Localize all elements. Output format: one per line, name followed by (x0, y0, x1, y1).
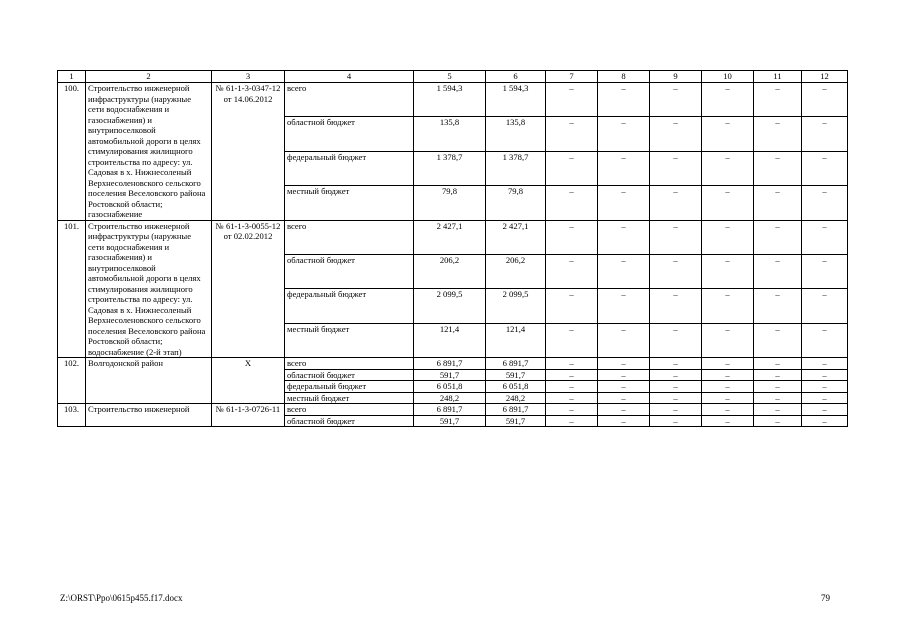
dash-cell: – (802, 151, 848, 185)
dash-cell: – (546, 323, 598, 357)
amount-cell: 591,7 (486, 415, 546, 427)
dash-cell: – (802, 186, 848, 220)
amount-cell: 1 594,3 (414, 83, 486, 117)
amount-cell: 2 099,5 (414, 289, 486, 323)
funding-source: областной бюджет (285, 369, 414, 381)
amount-cell: 6 891,7 (414, 358, 486, 370)
header-cell: 5 (414, 71, 486, 83)
dash-cell: – (598, 381, 650, 393)
dash-cell: – (650, 186, 702, 220)
header-cell: 10 (702, 71, 754, 83)
dash-cell: – (802, 392, 848, 404)
dash-cell: – (598, 220, 650, 254)
funding-source: федеральный бюджет (285, 151, 414, 185)
dash-cell: – (754, 83, 802, 117)
funding-source: областной бюджет (285, 254, 414, 288)
dash-cell: – (802, 358, 848, 370)
dash-cell: – (802, 381, 848, 393)
funding-source: всего (285, 358, 414, 370)
dash-cell: – (754, 186, 802, 220)
dash-cell: – (546, 220, 598, 254)
dash-cell: – (754, 404, 802, 416)
dash-cell: – (598, 117, 650, 151)
dash-cell: – (702, 392, 754, 404)
header-cell: 12 (802, 71, 848, 83)
amount-cell: 121,4 (414, 323, 486, 357)
table-body (58, 71, 848, 427)
dash-cell: – (598, 186, 650, 220)
dash-cell: – (754, 323, 802, 357)
expertise-doc: Х (212, 358, 285, 404)
dash-cell: – (802, 83, 848, 117)
dash-cell: – (702, 323, 754, 357)
dash-cell: – (650, 404, 702, 416)
dash-cell: – (650, 323, 702, 357)
funding-source: федеральный бюджет (285, 289, 414, 323)
dash-cell: – (702, 415, 754, 427)
page-number: 79 (821, 593, 830, 603)
dash-cell: – (802, 369, 848, 381)
dash-cell: – (650, 415, 702, 427)
dash-cell: – (802, 220, 848, 254)
dash-cell: – (702, 381, 754, 393)
header-row (58, 71, 848, 83)
funding-source: областной бюджет (285, 117, 414, 151)
dash-cell: – (598, 392, 650, 404)
dash-cell: – (598, 83, 650, 117)
amount-cell: 591,7 (414, 415, 486, 427)
dash-cell: – (702, 83, 754, 117)
funding-source: местный бюджет (285, 392, 414, 404)
amount-cell: 206,2 (414, 254, 486, 288)
expertise-doc: № 61-1-3-0726-11 (212, 404, 285, 427)
dash-cell: – (802, 323, 848, 357)
header-cell: 9 (650, 71, 702, 83)
dash-cell: – (754, 381, 802, 393)
amount-cell: 2 427,1 (486, 220, 546, 254)
dash-cell: – (650, 369, 702, 381)
dash-cell: – (546, 358, 598, 370)
dash-cell: – (754, 415, 802, 427)
dash-cell: – (802, 117, 848, 151)
funding-source: областной бюджет (285, 415, 414, 427)
dash-cell: – (546, 186, 598, 220)
dash-cell: – (546, 289, 598, 323)
object-name: Строительство инженерной (86, 404, 212, 427)
dash-cell: – (598, 369, 650, 381)
dash-cell: – (546, 369, 598, 381)
dash-cell: – (598, 289, 650, 323)
dash-cell: – (650, 151, 702, 185)
dash-cell: – (702, 289, 754, 323)
funding-source: федеральный бюджет (285, 381, 414, 393)
expertise-doc: № 61-1-3-0055-12 от 02.02.2012 (212, 220, 285, 358)
dash-cell: – (754, 369, 802, 381)
dash-cell: – (802, 415, 848, 427)
amount-cell: 206,2 (486, 254, 546, 288)
header-cell: 6 (486, 71, 546, 83)
dash-cell: – (650, 220, 702, 254)
dash-cell: – (802, 254, 848, 288)
header-cell: 3 (212, 71, 285, 83)
amount-cell: 6 051,8 (414, 381, 486, 393)
dash-cell: – (702, 186, 754, 220)
dash-cell: – (650, 289, 702, 323)
dash-cell: – (702, 404, 754, 416)
dash-cell: – (754, 254, 802, 288)
dash-cell: – (754, 358, 802, 370)
dash-cell: – (802, 289, 848, 323)
amount-cell: 6 891,7 (414, 404, 486, 416)
header-cell: 2 (86, 71, 212, 83)
header-cell: 1 (58, 71, 86, 83)
dash-cell: – (802, 404, 848, 416)
dash-cell: – (546, 151, 598, 185)
header-cell: 7 (546, 71, 598, 83)
file-path: Z:\ORST\Ppo\0615p455.f17.docx (60, 593, 183, 603)
object-name: Строительство инженерной инфраструктуры (наружные сети водоснабжения и газоснабжения) и внутрипоселковой автомобильной дороги в целях стимулирования жилищного строительства по адресу: ул. Садовая в х. Нижнесоленый Верхнесоленовского сельского поселения Веселовского района Ростовской области; газоснабжение (86, 83, 212, 221)
amount-cell: 79,8 (486, 186, 546, 220)
funding-source: местный бюджет (285, 323, 414, 357)
amount-cell: 591,7 (414, 369, 486, 381)
amount-cell: 1 378,7 (414, 151, 486, 185)
funding-source: всего (285, 220, 414, 254)
dash-cell: – (650, 358, 702, 370)
dash-cell: – (650, 83, 702, 117)
amount-cell: 2 427,1 (414, 220, 486, 254)
table-row (58, 404, 848, 416)
dash-cell: – (546, 254, 598, 288)
row-number: 100. (58, 83, 86, 221)
amount-cell: 135,8 (414, 117, 486, 151)
dash-cell: – (754, 392, 802, 404)
amount-cell: 591,7 (486, 369, 546, 381)
object-name: Волгодонской район (86, 358, 212, 404)
dash-cell: – (702, 254, 754, 288)
amount-cell: 1 594,3 (486, 83, 546, 117)
dash-cell: – (702, 220, 754, 254)
dash-cell: – (754, 151, 802, 185)
amount-cell: 6 891,7 (486, 404, 546, 416)
dash-cell: – (546, 404, 598, 416)
amount-cell: 2 099,5 (486, 289, 546, 323)
amount-cell: 1 378,7 (486, 151, 546, 185)
header-cell: 4 (285, 71, 414, 83)
dash-cell: – (650, 392, 702, 404)
amount-cell: 135,8 (486, 117, 546, 151)
table-row (58, 358, 848, 370)
dash-cell: – (546, 415, 598, 427)
dash-cell: – (598, 415, 650, 427)
amount-cell: 79,8 (414, 186, 486, 220)
row-number: 103. (58, 404, 86, 427)
amount-cell: 6 891,7 (486, 358, 546, 370)
table-row (58, 83, 848, 117)
dash-cell: – (598, 323, 650, 357)
amount-cell: 121,4 (486, 323, 546, 357)
row-number: 102. (58, 358, 86, 404)
header-cell: 11 (754, 71, 802, 83)
dash-cell: – (546, 117, 598, 151)
funding-source: всего (285, 83, 414, 117)
dash-cell: – (754, 220, 802, 254)
dash-cell: – (650, 381, 702, 393)
dash-cell: – (598, 358, 650, 370)
dash-cell: – (598, 151, 650, 185)
amount-cell: 248,2 (486, 392, 546, 404)
dash-cell: – (754, 117, 802, 151)
dash-cell: – (546, 392, 598, 404)
dash-cell: – (702, 358, 754, 370)
dash-cell: – (702, 117, 754, 151)
dash-cell: – (702, 369, 754, 381)
row-number: 101. (58, 220, 86, 358)
dash-cell: – (598, 254, 650, 288)
budget-table (57, 70, 848, 427)
dash-cell: – (598, 404, 650, 416)
dash-cell: – (650, 254, 702, 288)
expertise-doc: № 61-1-3-0347-12 от 14.06.2012 (212, 83, 285, 221)
funding-source: местный бюджет (285, 186, 414, 220)
dash-cell: – (546, 381, 598, 393)
object-name: Строительство инженерной инфраструктуры (наружные сети водоснабжения и газоснабжения) и внутрипоселковой автомобильной дороги в целях стимулирования жилищного строительства по адресу: ул. Садовая в х. Нижнесоленый Верхнесоленовского сельского поселения Веселовского района Ростовской области; водоснабжение (2-й этап) (86, 220, 212, 358)
dash-cell: – (650, 117, 702, 151)
amount-cell: 248,2 (414, 392, 486, 404)
amount-cell: 6 051,8 (486, 381, 546, 393)
header-cell: 8 (598, 71, 650, 83)
dash-cell: – (754, 289, 802, 323)
dash-cell: – (702, 151, 754, 185)
dash-cell: – (546, 83, 598, 117)
funding-source: всего (285, 404, 414, 416)
table-row (58, 220, 848, 254)
